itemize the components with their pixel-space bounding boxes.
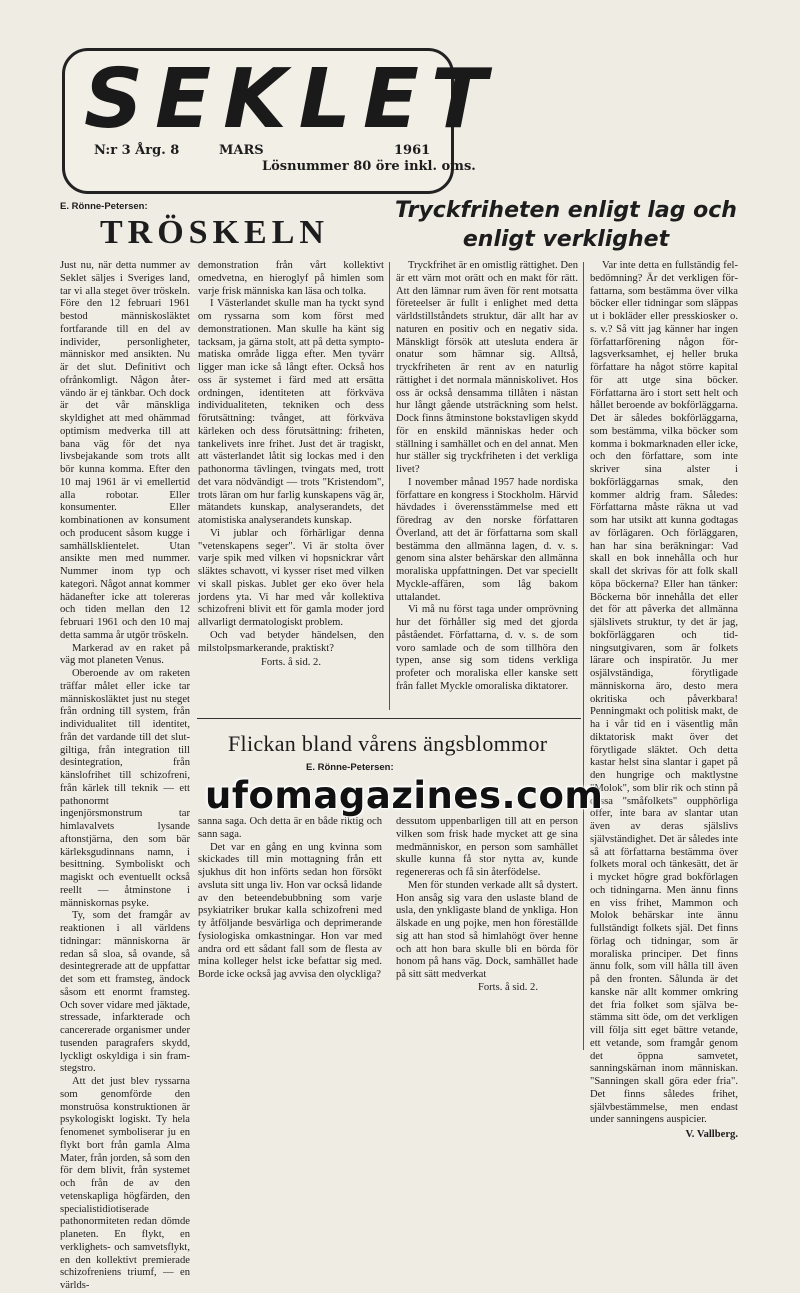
troskeln-title: TRÖSKELN <box>100 214 329 251</box>
flickan-byline: E. Rönne-Petersen: <box>306 762 394 773</box>
issue-price: Lösnummer 80 öre inkl. oms. <box>262 159 476 174</box>
paragraph: Att det just blev ryssarna som genomförde den monstruösa konstruktionen är psykologiskt logiskt. Ty hela fenomenet symboliserar ju en flykt bort från gamla Alma Mater, från jorden, så som den för dem blivit, från systemet och från de av den vetenskapliga högfärden, den specialistidiotiserade pathonormiteten redan dömde planeten. En flykt, en verklighets- och samvetsflykt, en den kollektivt premierade schizofreniens triumf, — en världs- <box>60 1076 190 1291</box>
flickan-continuation: Forts. å sid. 2. <box>477 981 538 993</box>
section-divider <box>197 718 581 719</box>
column-divider <box>583 262 584 1050</box>
tryckfriheten-title: Tryckfriheten enligt lag och enligt verklighet <box>395 198 737 252</box>
paragraph: Vi må nu först taga under omprövning hur det förhåller sig med det gjorda påståendet. Författarna, d. v. s. de som voro samlade och de som tillhöra den typen, anse sig som tidens verkliga profeter och moraliska eller kanske sett från fallet Myckle omoraliska diktatorer. <box>396 604 578 692</box>
flickan-column-1 <box>198 816 382 1050</box>
paragraph: Tryckfrihet är en omistlig rättighet. Den är ett värn mot orätt och en makt för rätt. Att den lämnar rum även för rent motsatta företeelser är fullt i enlighet med detta världstillståndets struktur, där allt har av naturen en positiv och en negativ sida. Mänskligt försök att utesluta endera är onatur som hämnar sig. Alltså, tryckfriheten är rent av en naturlig rättighet i det normala människolivet. Hos oss är också densamma tillåten i nästan hur långt gående utsträckning som helst. Dock finns åtminstone bokstavligen skydd för en enskild människas heder och ställning i samhället och en del annat. Men hur ställer sig tryckfriheten i det verkliga livet? <box>396 260 578 475</box>
paragraph: Ty, som det framgår av reaktionen i all världens tidningar: människorna är redan så sloa, så ovande, så desintegrerade att de uppfattar det som ett framsteg, ändock såsom ett enormt framsteg. Och sover vidare med jäktade, stressade, infarkterade och cancererade organismer under tusenden paragrafers skydd, lyckligt oskyldiga i sin framstegstro. <box>60 910 190 1075</box>
paragraph: Markerad av en raket på väg mot planeten Venus. <box>60 642 190 667</box>
troskeln-column-1 <box>60 260 190 1291</box>
tryckfriheten-column-1 <box>396 260 578 712</box>
paragraph: Och vad betyder händelsen, den milstolpsmarkerande, praktiskt? <box>198 629 384 654</box>
paragraph: Var inte detta en fullständig felbedömning? Är det verkligen författarna, som bestämma över vilka böcker eller tidningar som släppas ut i bokläder eller presskiosker o. s. v.? Så vitt jag känner har ingen författarförening någon förlagsverksamhet, ej heller bruka författare ha något större kapital för att utge sina böcker. Författarna äro i stort sett helt och hållet beroende av bokförläggarna. Det är således bokförläggarna, som bestämma, vilka böcker som komma i bokmarknaden eller icke, och den författare, som inte skriver sina alster i bokförläggarnas smak, den kommer aldrig fram. Således: Författarna måste räkna ut vad som har utsikt att kunna godtagas av förlägaren. Och förläggaren, han har sina beräkningar: Vad skall en bok innehålla och hur skall det skrivas för att folk skall köpa böckerna? Eller han tänker: Böckerna bör innehålla det eller det för att påverka det allmänna själslivets struktur, ty det är jag, bokförläggaren och tidningsutgivaren, som är folkets lärare och inspiratör. Ju mer osjälvständiga, förytligade människorna äro, desto mera okritiska och påverkbara! Penningmakt och politisk makt, de ha i vår tid en i väsentlig mån diktatorisk makt över det förytligade släktet. Och detta kastar helst sina slantar i gapet på den hungrige och maktlystne "Molok", som blir rik och stinn på dessa "småfolkets" oupphörliga offer, inte bara av slantar utan även av deras själslivs självständighet. Det är således inte så att författarna bestämma över folkets moral och tänkesätt, det är i mycket högre grad bokförlagen och tidningarna. Men ännu finns en viss frihet, Mammon och Molok behärskar inte ännu fullständigt folkets själ. Det finns förlag och tidningar, som är moraliska principer. Det finns ännu folk, som vill hålla till även på den fronten. Sålunda är det kanske när allt kommer omkring det fria folket som själva bestämma sitt öde, om det verkligen vill följa sitt eget bättre vetande, ett vetande, som framgår genom det öppna samvetet, sanningskärnan inom människan. "Sanningen skall göra eder fria". Det finns således frihet, självbestämmelse, men endast under sanningens auspicier. <box>590 260 738 1126</box>
troskeln-continuation: Forts. å sid. 2. <box>260 657 322 669</box>
paragraph: sanna saga. Och detta är en både riktig och sann saga. <box>198 816 382 840</box>
issue-number: N:r 3 Årg. 8 <box>94 143 180 158</box>
column-divider <box>389 262 390 710</box>
watermark-text: ufomagazines.com <box>205 774 604 817</box>
paragraph: demonstration från vårt kollektivt omedvetna, en hieroglyf på himlen som varje frisk människa kan läsa och tolka. <box>198 260 384 297</box>
issue-month: MARS <box>219 143 264 158</box>
paragraph: Just nu, när detta nummer av Seklet säljes i Sveriges land, tar vi alla steget över tröskeln. Före den 12 februari 1961 bestod människosläktet fortfarande till en del av individer, personligheter, människor med ansikten. Nu är det slut. Definitivt och ofrånkomligt. Någon återvändo är ej tänkbar. Och dock är det vår mänskliga skyldighet att med ohämmad optimism medverka till att bana väg för det nya livsbejakande som trots allt bör kunna komma. Efter den 10 maj 1961 är vi emellertid alla robotar. Eller konsumenter. Eller kombinationen av konsument och producent såsom kugge i samhällsklientelet. Utan ansikte men med nummer. Nummer inom typ och kategori. Något annat kommer hädanefter icke att tolereras och tiden mellan den 12 februari 1961 och den 10 maj detta samma år utgör tröskeln. <box>60 260 190 641</box>
flickan-column-2 <box>396 816 578 1050</box>
troskeln-column-2 <box>198 260 384 712</box>
masthead-logo: SEKLET <box>84 52 499 147</box>
issue-year: 1961 <box>394 143 431 158</box>
paragraph: Det var en gång en ung kvinna som skickades till min mottagning från ett sjukhus dit hon införts sedan hon försökt avsluta sitt unga liv. Hon var också lidande av den beteendebubbning som varje psykiatriker brukar kalla schizofreni med ty åtföljande besvärliga och deprimerande fysiologiska omkastningar. Hon var med andra ord ett sådant fall som de flesta av mina kolleger helst icke befattar sig med. Borde icke också jag avvisa den olyckliga? <box>198 841 382 980</box>
paragraph: Vi jublar och förhärligar denna "vetenskapens seger". Vi är stolta över varje spik med vilken vi hopsnickrar vårt släktes schavott, vi kysser riset med vilken vi skall piskas. Jublet ger eko över hela jordens yta. Vi har med vår kollektiva schizofreni blivit ett för gamla moder jord allvarligt dermatologiskt problem. <box>198 527 384 628</box>
paragraph: I november månad 1957 hade nordiska författare en kongress i Stockholm. Härvid hävdades i överensstämmelse med ett föredrag av den norske författaren Överland, att det är författarna som skall bestämma den allmänna lagen, d. v. s. genom sina alster behärskar den allmänna moraliska uppfattningen. Det var speciellt Myckle-affären, som låg bakom uttalandet. <box>396 476 578 603</box>
paragraph: I Västerlandet skulle man ha tyckt synd om ryssarna som kom först med demonstrationen. Man skulle ha känt sig tacksam, ja gärna stolt, att på detta symptomatiska område ligga efter. Men tyvärr ligger man icke så långt efter. Också hos oss är systemet i färd med att ersätta ordningen, identiteten att förkväva individualiteten, tekniken och dess förutsättning: tvånget, att förkväva kärleken och dess förutsättning: friheten, tankelivets inre frihet. Just det är tragiskt, att västerlandet låtit sig lockas med i den pathonorma tävlingen, tvingats med, trott det vara nödvändigt — trots "Kristendom", trots läran om hur farlig kunskapens väg är, mätandets kunskap, analyserandets, det atomistiska analyserandets kunskap. <box>198 298 384 526</box>
flickan-title: Flickan bland vårens ängsblommor <box>228 731 548 756</box>
troskeln-byline: E. Rönne-Petersen: <box>60 201 148 212</box>
paragraph: dessutom uppenbarligen till att en person vilken som frisk hade mycket att ge sina medmänniskor, en person som samhället skulle kunna få stor nytta av, kunde regenereras och få sin återfödelse. <box>396 816 578 878</box>
paragraph: Oberoende av om raketen träffar målet eller icke tar människosläktet just nu steget från ordning till system, från individualitet till identitet, från det vardande till det slutgiltiga, från integration till desintegration, från känslofrihet till schizofreni, från kärlek till teknik — ett pathonormt ingenjörsmonstrum tar himlavalvets lysande aftonstjärna, den som bär kärleksgudinnans namn, i besittning. Symboliskt och magiskt och eventuellt också reellt — åtminstone i människornas psyke. <box>60 668 190 909</box>
tryckfriheten-column-2 <box>590 260 738 1140</box>
paragraph: Men för stunden verkade allt så dystert. Hon ansåg sig vara den uslaste bland de usla, den ynkligaste bland de ynkliga. Hon älskade en ung pojke, men hon föreställde sig att han stod så himlahögt över henne och att hon bara skulle bli en börda för honom på hans väg. Dock, samhället hade på sitt sätt medverkat <box>396 879 578 980</box>
tryckfriheten-signature: V. Vallberg. <box>685 1129 738 1140</box>
